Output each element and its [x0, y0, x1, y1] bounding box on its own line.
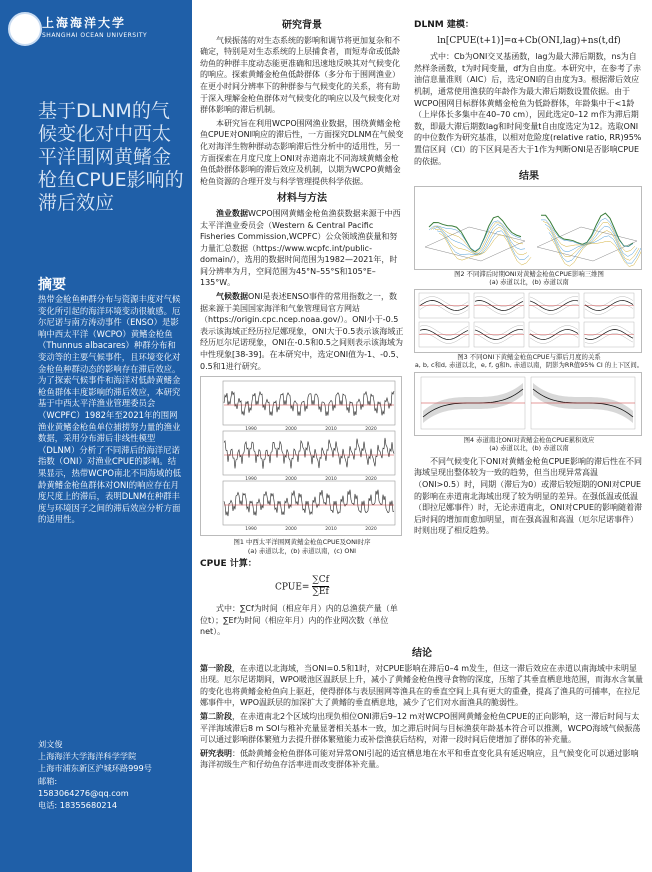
climate-text: ONI是表述ENSO事件的常用指数之一，数据来源于美国国家海洋和气象管理局官方网站（https://origin.cpc.ncep.noaa.gov/）。ONI小于-0.5表示该海域正经历拉尼娜现象，ONI大于0.5表示该海域正经历厄尔尼诺现象，ONI在-0.5和0.5之间则表示该海域为中性现象[38-39]。在本研究中，选定ONI值为-1、-0.5、0.5和1进行研究。	[200, 292, 404, 371]
figure-3	[414, 289, 642, 353]
figure-1-series-line	[224, 438, 394, 469]
figure-1-timeseries	[201, 377, 401, 535]
figure-3-lag-curves	[415, 290, 641, 352]
figure-2-subcaption: (a) 赤道以北，(b) 赤道以南	[489, 278, 569, 287]
abstract-text: 热带金枪鱼种群分布与资源丰度对气候变化所引起的海洋环境变动很敏感。厄尔尼诺与南方涛动事件（ENSO）是影响中西太平洋（WCPO）黄鳍金枪鱼（Thunnus albacares）种群分布和变动等的主要气候事件，且环境变化对金枪鱼种群动态的影响存在滞后效应。为了探索气候事件和海洋对低龄黄鳍金枪鱼群体丰度影响的滞后效应，本研究基于中西太平洋渔业管理委员会（WCPFC）1982年至2021年的围网渔业黄鳍金枪鱼单位捕捞努力量的渔业数据，采用分布滞后非线性模型（DLNM）分析了不同滞后的海洋尼诺指数（ONI）对渔业CPUE的影响。结果显示，热带WCPO南北不同海域的低龄黄鳍金枪鱼群体对ONI的响应存在月度尺度上的滞后，表明DLNM在种群丰度与环境因子之间的滞后效应分析方面的适用性。	[38, 294, 182, 525]
figure-4-cumulative-effect	[415, 373, 641, 435]
figure-1-tick-label: 2000	[285, 477, 297, 483]
university-emblem-icon	[8, 12, 42, 46]
conclusion-heading: 结论	[412, 648, 432, 659]
author-phone: 电话: 18355680214	[38, 800, 118, 811]
university-name-cn: 上海海洋大学	[42, 16, 127, 30]
figure-1	[200, 376, 402, 536]
figure-1-tick-label: 2020	[365, 477, 377, 483]
figure-2-surface-mesh-line	[549, 232, 641, 263]
figure-2-surface-mesh-line	[429, 220, 521, 250]
background-heading: 研究背景	[282, 20, 322, 31]
figure-4	[414, 372, 642, 436]
figure-1-caption: 图1 中西太平洋围网黄鳍金枪鱼CPUE及ONI时序	[233, 538, 371, 547]
abstract-heading: 摘要	[38, 277, 66, 293]
figure-1-subcaption: (a) 赤道以北，(b) 赤道以南，(c) ONI	[247, 546, 357, 555]
figure-2	[414, 186, 642, 270]
cpue-explain: 式中：∑Cf为时间（相应年月）内的总渔获产量（单位t）；∑Ef为时间（相应年月）内的作业网次数（单位net）。	[200, 604, 398, 637]
cpue-formula-denominator: ∑Ef	[312, 587, 329, 598]
figure-1-tick-label: 1990	[245, 527, 257, 533]
figure-2-surface-mesh-line	[545, 224, 637, 256]
figure-1-tick-label: 1990	[245, 477, 257, 483]
figure-1-tick-label: 2000	[285, 527, 297, 533]
middle-column	[200, 20, 404, 640]
figure-3-subcaption: a, b, c和d, 赤道以北，e, f, g和h, 赤道以南，阴影为RR值95% CI 的上下区间。	[414, 361, 644, 370]
background-para-1: 气候振荡的对生态系统的影响和调节将更加复杂和不确定，特别是对生态系统的上层捕食者，而短寿命或低龄幼鱼的种群丰度动态能更准确和迅速地反映其对气候变化的响应。探索黄鳍金枪鱼低龄群体（多分布于围网渔业）在更小时间分辨率下的种群参与气候变化的关系，将有助于深入理解金枪鱼群体对气候变化的响应以及气候变化对群体影响的滞后机制。	[200, 35, 400, 115]
methods-heading: 材料与方法	[277, 193, 327, 205]
cpue-formula	[200, 575, 404, 599]
figure-1-series-line	[224, 490, 394, 516]
poster-title: 基于DLNM的气候变化对中西太平洋围网黄鳍金枪鱼CPUE影响的滞后效应	[38, 100, 184, 214]
fishery-label: 渔业数据	[216, 208, 248, 218]
figure-2-3d-surfaces	[415, 187, 641, 269]
results-text: 不同气候变化下ONI对黄鳍金枪鱼CPUE影响的滞后性在不同海域呈现出整体较为一致的趋势，但当出现异常高温（ONI>0.5）时，同期（滞后为0）或滞后较短期的ONI对CPUE的影响在赤道南北海域出现了较为明显的差异。在强低温或低温（即拉尼娜事件）时，无论赤道南北，ONI对CPUE的影响随着滞后时间的增加而愈加明显，而在强高温和高温（厄尔尼诺事件）时则出现了相反趋势。	[414, 456, 642, 536]
figure-1-series-line	[224, 391, 394, 416]
conclusion-section	[200, 648, 644, 773]
stage-1-text: ，在赤道以北海域，当ONI=0.5和1时，对CPUE影响在滞后0–4 m发生，但这一滞后效应在赤道以南海域中未明显出现。厄尔尼诺期间，WPO暖池区温跃层上升，减小了黄鳍金枪鱼搜寻食物的深度，压缩了其垂直栖息地范围，而海水含氧量的变化也将黄鳍金枪鱼向上驱赶，使得群体与表层围网等渔具在的垂直空间上具有更大的重叠，提高了渔具的可捕率，在拉尼娜事件中，WPO温跃层的加深扩大了黄鳍的垂直栖息地，减少了它们对水面渔具的脆弱性。	[200, 663, 644, 708]
university-logo	[8, 10, 184, 70]
figure-3-caption: 图3 不同ONI下黄鳍金枪鱼CPUE与滞后月度的关系	[457, 352, 601, 361]
cpue-heading: CPUE 计算：	[200, 559, 257, 570]
figure-2-surface-mesh-line	[543, 221, 635, 251]
results-heading: 结果	[519, 171, 539, 183]
author-addr: 上海市浦东新区沪城环路999号	[38, 763, 152, 774]
figure-4-caption: 图4 赤道南北ONI对黄鳍金枪鱼CPUE累积效应	[463, 435, 595, 444]
cpue-formula-lhs: CPUE=	[274, 582, 310, 593]
climate-label: 气候数据	[216, 292, 248, 302]
background-para-2: 本研究旨在利用WCPO围网渔业数据，围绕黄鳍金枪鱼CPUE对ONI响应的滞后性，一方面探究DLNM在气候变化对海洋生物种群动态影响滞后性分析中的适用性，另一方面探索在月度尺度上ONI对赤道南北不同海域黄鳍金枪鱼低龄群体影响的滞后效应及机制，以期为WCPO黄鳍金枪鱼资源的合理开发与科学管理提供科学依据。	[200, 118, 404, 186]
author-name: 刘文俊	[38, 739, 63, 749]
stage-1-label: 第一阶段	[200, 663, 232, 673]
author-email: 1583064276@qq.com	[38, 787, 129, 798]
figure-1-tick-label: 2010	[325, 477, 337, 483]
right-column	[414, 20, 644, 539]
stage-2-label: 第二阶段	[200, 711, 232, 721]
findings-label: 研究表明	[200, 748, 232, 758]
figure-1-tick-label: 1990	[245, 427, 257, 433]
figure-3-ci-lower	[585, 333, 633, 343]
dlnm-text: 式中：Cb为ONI交叉基函数，lag为最大滞后期数，ns为自然样条函数，t为时间变量，df为自由度。本研究中，在参考了赤油信息量准则（AIC）后，选定ONI的自由度为3。根据滞后效应机制，通常使用渔获的年龄作为最大滞后期数设置依据。由于WCPO围网目标群体黄鳍金枪鱼为低龄群体，年龄集中于<1龄（上岸体长多集中在40–70 cm），因此选定0–12 m作为滞后期数，即最大滞后期数lag和时间变量t自由度选定为12。选取ONI的中位数作为研究基准，以相对危险度(relative ratio, RR)95%置信区间（CI）的下区间是否大于1作为判断ONI是否影响CPUE的依据。	[414, 52, 642, 166]
dlnm-heading: DLNM 建模：	[414, 20, 474, 30]
figure-1-tick-label: 2000	[285, 427, 297, 433]
university-name-en: SHANGHAI OCEAN UNIVERSITY	[42, 32, 148, 39]
sidebar	[0, 0, 192, 872]
figure-1-panel-frame	[223, 481, 395, 525]
figure-1-tick-label: 2020	[365, 527, 377, 533]
author-org: 上海海洋大学海洋科学学院	[38, 751, 137, 762]
cpue-formula-numerator: ∑Cf	[312, 575, 329, 588]
stage-2-text: ，在赤道南北2个区域均出现负相位ONI滞后9–12 m对WCPO围网黄鳍金枪鱼CPUE的正向影响，这一滞后时间与太平洋海域滞后8 m SOI与稚补充量显著相关基本一致，加之滞后时间与目标渔获年龄基本符合可以推测，WCPO海域气候振荡可以通过影响群体繁殖力去提升群体繁殖能力或补偿渔获后结构，对滞一段时间后使增加了群体的补充量。	[200, 711, 641, 745]
author-block	[38, 738, 188, 811]
fishery-text: WCPO围网黄鳍金枪鱼渔获数据来源于中西太平洋渔业委员会（Western & Central Pacific Fisheries Commission,WCPFC）公众领域渔获量和努力量汇总数据（https://www.wcpfc.int/public-domain/），选用的数据时间范围为1982—2021年，时间分辨率为月，空间范围为45°N–55°S和105°E–135°W。	[200, 208, 401, 288]
figure-2-caption: 图2 不同滞后时期ONI对黄鳍金枪鱼CPUE影响三维图	[454, 269, 604, 278]
dlnm-formula: ln[CPUE(t+1)]=α+Cb(ONI,lag)+ns(t,df)	[437, 35, 621, 46]
figure-2-surface-mesh-line	[551, 238, 641, 267]
figure-1-tick-label: 2010	[325, 527, 337, 533]
figure-1-tick-label: 2020	[365, 427, 377, 433]
figure-1-tick-label: 2010	[325, 427, 337, 433]
findings-text: ：低龄黄鳍金枪鱼群体可能对异常ONI引起的适宜栖息地在水平和垂直变化具有延迟响应，且气候变化可以通过影响海洋初级生产和仔幼鱼存活率进而改变群体补充量。	[200, 748, 639, 770]
figure-4-subcaption: (a) 赤道以北，(b) 赤道以南	[489, 444, 569, 453]
email-label: 邮箱:	[38, 775, 58, 786]
